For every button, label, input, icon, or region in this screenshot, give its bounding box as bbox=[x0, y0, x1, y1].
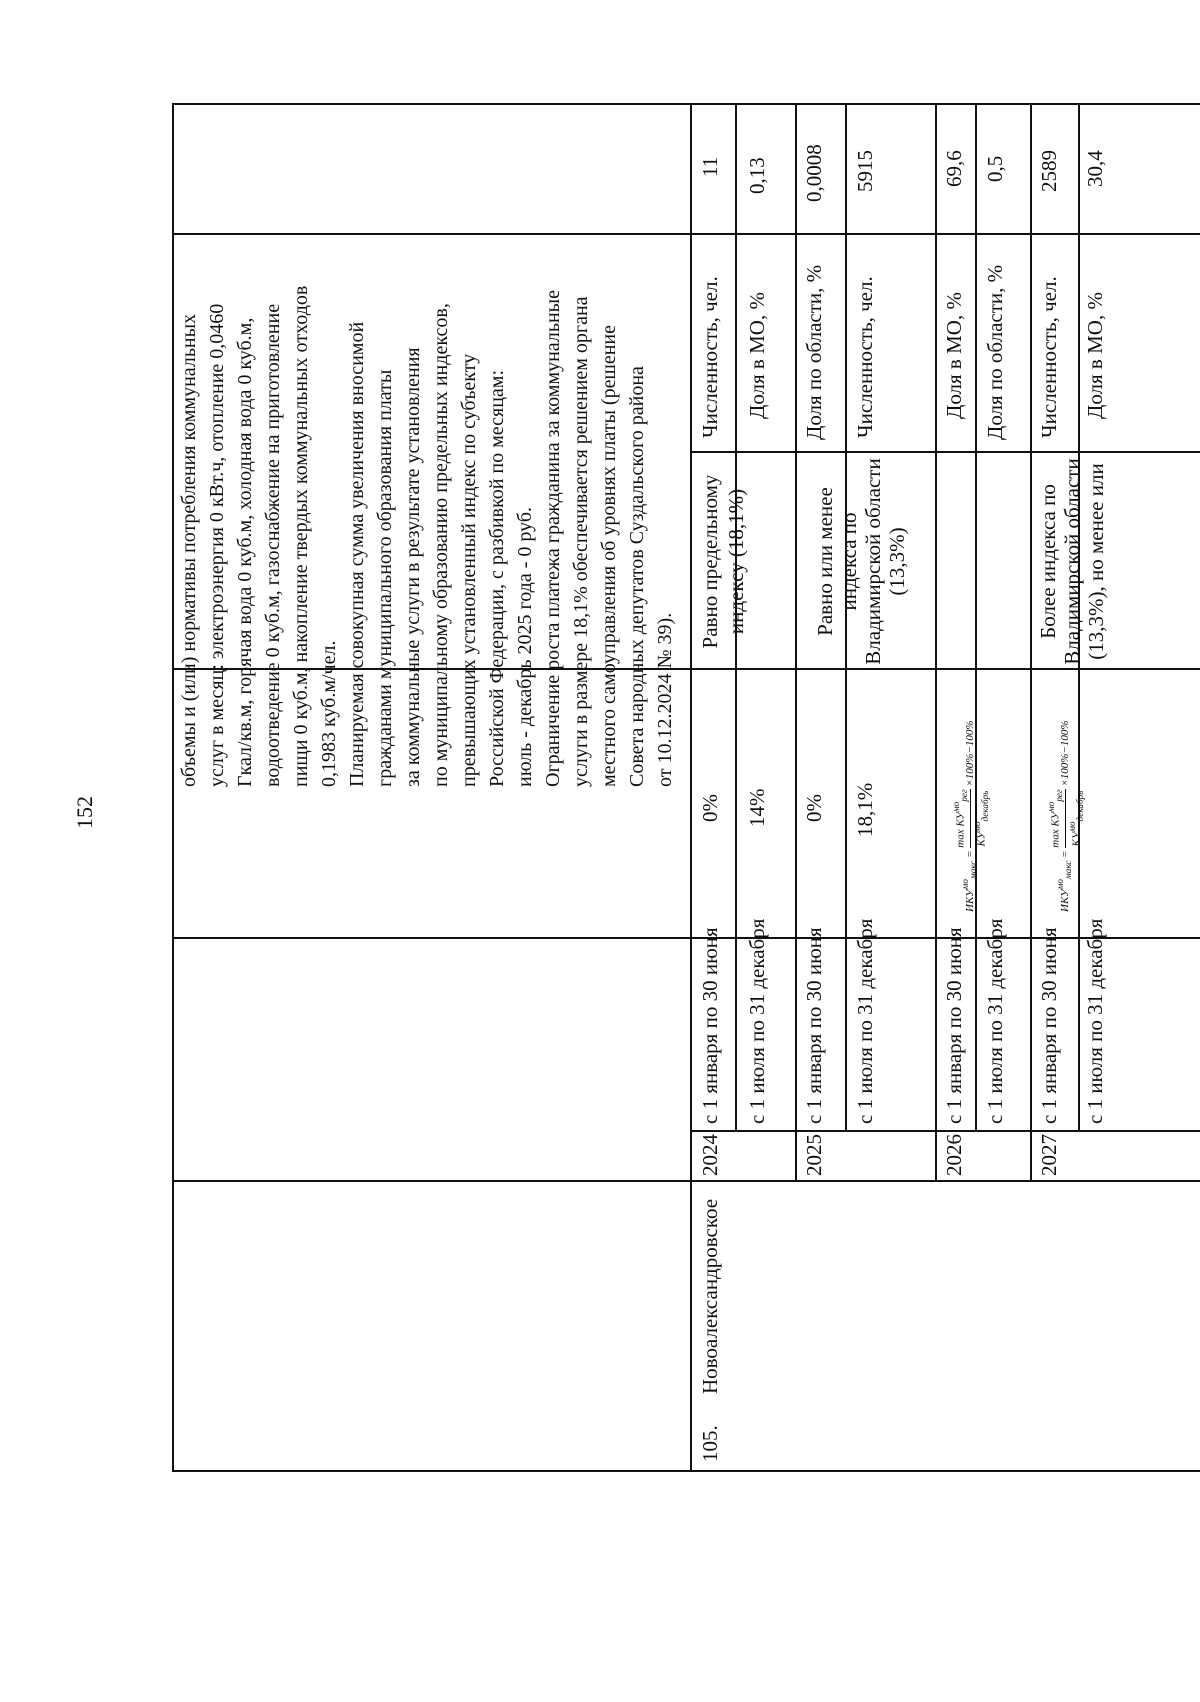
metric-label: Доля по области, % bbox=[802, 264, 826, 440]
formula-num-sub: рег bbox=[1053, 789, 1064, 802]
formula-lhs: ИКУ bbox=[1058, 889, 1071, 912]
note-line: Ограничение роста платежа гражданина за коммунальные bbox=[542, 290, 564, 787]
period-cell: с 1 июля по 31 декабря bbox=[745, 918, 769, 1124]
formula-num-sub: рег bbox=[958, 789, 969, 802]
period-cell: с 1 июля по 31 декабря bbox=[1083, 918, 1107, 1124]
formula-fraction bbox=[1045, 789, 1086, 847]
group-label-line: Равно предельному bbox=[698, 474, 722, 649]
table-border-top bbox=[172, 105, 174, 1472]
formula-denominator bbox=[1066, 789, 1086, 847]
formula-lhs: ИКУ bbox=[963, 889, 976, 912]
group-label bbox=[813, 455, 909, 668]
col-sep-group bbox=[690, 452, 1200, 454]
group-label-line: индекса по bbox=[837, 512, 861, 611]
period-cell: с 1 июля по 31 декабря bbox=[983, 918, 1007, 1124]
period-cell: с 1 января по 30 июня bbox=[698, 927, 722, 1124]
index-value: 0% bbox=[802, 794, 826, 822]
group-label-line: Владимирской области bbox=[861, 458, 885, 665]
index-formula: $ИКУ^{мо}_{макс}$ = $\max КУ^{мо}_{рег}$ $КУ^{мо}_{декабрь}$ ×100%−100% bbox=[951, 720, 990, 912]
note-line: местного самоуправления об уровнях платы (решение bbox=[598, 324, 620, 787]
period-cell: с 1 января по 30 июня bbox=[942, 927, 966, 1124]
index-value: 0% bbox=[698, 794, 722, 822]
formula-num-text: max КУ bbox=[954, 812, 967, 848]
group-label-line: Более индекса по bbox=[1036, 484, 1060, 639]
formula-lhs-sup: мо bbox=[960, 879, 971, 890]
note-line: по муниципальному образованию предельных индексов, bbox=[430, 303, 452, 787]
formula-den-sub: декабрь bbox=[1074, 790, 1085, 822]
metric-value: 0,0008 bbox=[802, 144, 826, 202]
formula-numerator bbox=[950, 789, 971, 847]
note-line: услуг в месяц: электроэнергия 0 кВт.ч, отопление 0,0460 bbox=[206, 303, 228, 787]
formula-numerator bbox=[1045, 789, 1066, 847]
col-sep-2 bbox=[172, 938, 690, 940]
metric-label: Доля в МО, % bbox=[745, 292, 769, 419]
period-cell: с 1 января по 30 июня bbox=[1037, 927, 1061, 1124]
formula-fraction bbox=[950, 789, 991, 847]
formula-lhs-sup: мо bbox=[1055, 879, 1066, 890]
group-label bbox=[1036, 455, 1108, 668]
formula-den-sup: мо bbox=[1066, 821, 1077, 832]
note-line: водоотведение 0 куб.м, газоснабжение на приготовление bbox=[262, 303, 284, 787]
note-line: услуги в размере 18,1% обеспечивается решением органа bbox=[570, 296, 592, 787]
col-sep-metric bbox=[690, 234, 1200, 236]
formula-num-sup: мо bbox=[1046, 801, 1056, 813]
group-label-line: (13,3%), но менее или bbox=[1084, 463, 1108, 660]
formula-denominator bbox=[971, 789, 991, 847]
group-label-line: Владимирской области bbox=[1060, 458, 1084, 665]
row-line-b bbox=[795, 105, 797, 1182]
table-border-left bbox=[172, 1471, 1200, 1473]
metric-label: Численность, чел. bbox=[1037, 276, 1061, 438]
rotated-table bbox=[0, 122, 1200, 1702]
metric-label: Доля в МО, % bbox=[1083, 292, 1107, 419]
col-sep-1 bbox=[172, 1181, 690, 1183]
index-formula: $ИКУ^{мо}_{макс}$ = $\max КУ^{мо}_{рег}$ $КУ^{мо}_{декабрь}$ ×100%−100% bbox=[1046, 720, 1085, 912]
note-text bbox=[175, 67, 679, 787]
row-line-f bbox=[1030, 105, 1032, 1182]
year-cell: 2026 bbox=[942, 1134, 966, 1176]
metric-value: 11 bbox=[698, 156, 722, 177]
note-line: гражданами муниципального образования платы bbox=[374, 369, 396, 787]
row-line-e bbox=[975, 105, 977, 1132]
group-label bbox=[697, 455, 749, 668]
group-label-line: (13,3%) bbox=[885, 527, 909, 596]
note-line: Гкал/кв.м, горячая вода 0 куб.м, холодная вода 0 куб.м, bbox=[234, 317, 256, 787]
year-cell: 2025 bbox=[802, 1134, 826, 1176]
metric-label: Численность, чел. bbox=[853, 276, 877, 438]
formula-den-sub: декабрь bbox=[979, 790, 990, 822]
col-sep-index bbox=[690, 669, 1200, 671]
formula-tail: ×100%−100% bbox=[963, 720, 976, 787]
note-line: превышающих установленный индекс по субъекту bbox=[458, 353, 480, 787]
year-cell: 2027 bbox=[1037, 1134, 1061, 1176]
index-value: 14% bbox=[745, 788, 769, 827]
note-line: от 10.12.2024 № 39). bbox=[654, 612, 676, 787]
note-line: Планируемая совокупная сумма увеличения вносимой bbox=[346, 321, 368, 787]
formula-num-sup: мо bbox=[951, 801, 961, 813]
metric-label: Доля в МО, % bbox=[942, 292, 966, 419]
year-cell: 2024 bbox=[698, 1134, 722, 1176]
col-sep-number bbox=[690, 1181, 1200, 1183]
index-value: 18,1% bbox=[853, 782, 877, 837]
period-cell: с 1 июля по 31 декабря bbox=[853, 918, 877, 1124]
row-number: 105. bbox=[698, 1425, 722, 1462]
page-number: 152 bbox=[72, 796, 97, 829]
formula-den-sup: мо bbox=[971, 821, 982, 832]
metric-value: 0,5 bbox=[983, 155, 1007, 182]
metric-label: Численность, чел. bbox=[698, 276, 722, 438]
row-line-d bbox=[935, 105, 937, 1182]
formula-den-text: КУ bbox=[975, 831, 988, 847]
formula-den-text: КУ bbox=[1070, 831, 1083, 847]
col-sep-year bbox=[690, 1131, 1200, 1133]
note-line: 0,1983 куб.м/чел. bbox=[318, 640, 340, 787]
formula-tail: ×100%−100% bbox=[1058, 720, 1071, 787]
note-line: Совета народных депутатов Суздальского района bbox=[626, 366, 648, 787]
note-line: за коммунальные услуги в результате установления bbox=[402, 347, 424, 787]
note-line: объемы и (или) нормативы потребления коммунальных bbox=[178, 313, 200, 787]
metric-value: 69,6 bbox=[942, 150, 966, 187]
metric-value: 0,13 bbox=[745, 157, 769, 194]
formula-lhs-sub: макс bbox=[968, 860, 979, 880]
formula-lhs-sub: макс bbox=[1063, 860, 1074, 880]
group-label-line: индексу (18,1%) bbox=[724, 488, 748, 635]
note-line: пищи 0 куб.м, накопление твердых коммунальных отходов bbox=[290, 285, 312, 787]
metric-label: Доля по области, % bbox=[983, 264, 1007, 440]
row-divider-main bbox=[690, 105, 692, 1472]
metric-value: 5915 bbox=[853, 150, 877, 192]
metric-value: 2589 bbox=[1037, 150, 1061, 192]
formula-num-text: max КУ bbox=[1049, 812, 1062, 848]
metric-value: 30,4 bbox=[1083, 150, 1107, 187]
period-cell: с 1 января по 30 июня bbox=[802, 927, 826, 1124]
group-label-line: Равно или менее bbox=[813, 487, 837, 636]
note-line: июль - декабрь 2025 года - 0 руб. bbox=[514, 506, 536, 787]
note-line: Российской Федерации, с разбивкой по месяцам: bbox=[486, 369, 508, 787]
municipality-name: Новоалександровское bbox=[698, 1198, 722, 1394]
